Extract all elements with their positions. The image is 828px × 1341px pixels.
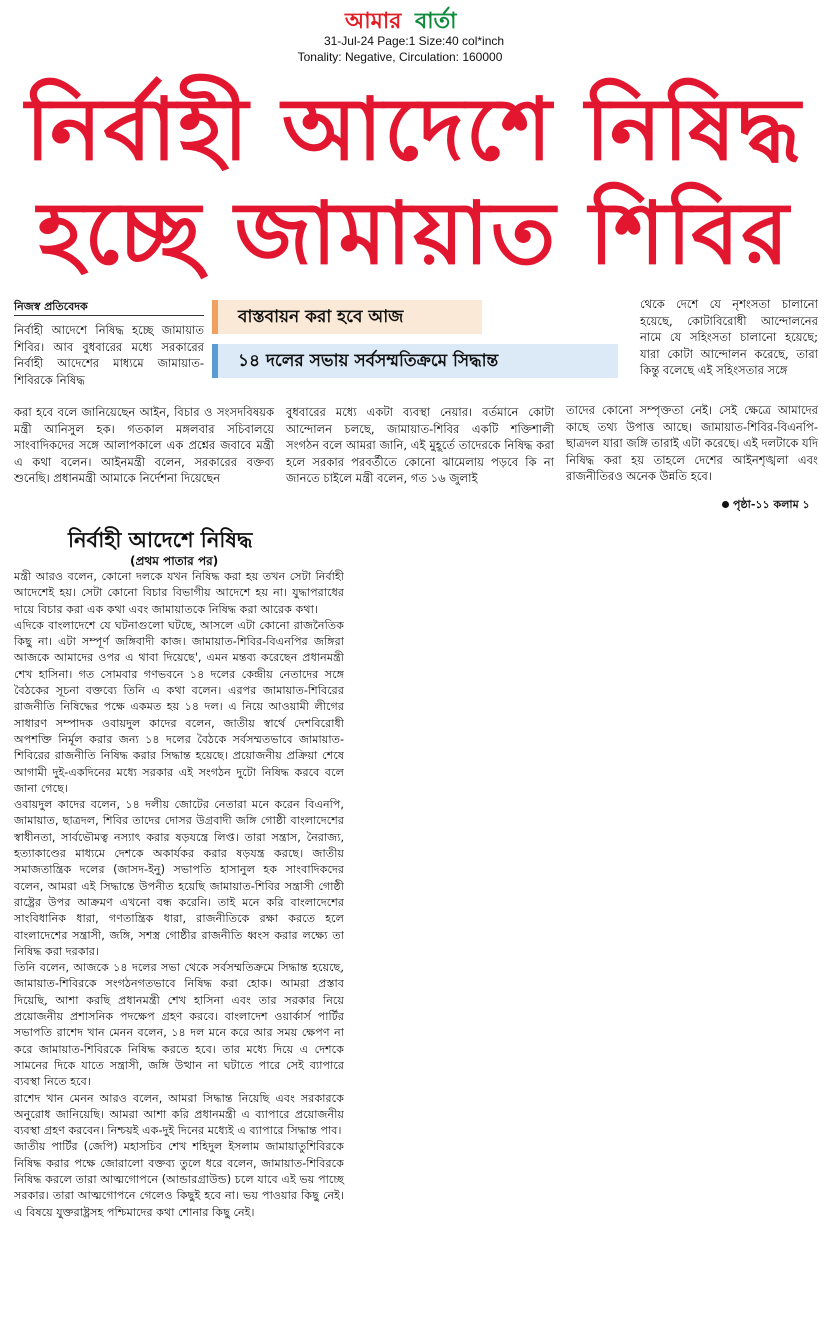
article-column-3: থেকে দেশে যে নৃশংসতা চালানো হয়েছে, কোটাবিরোধী আন্দোলনের নামে যে সহিংসতা চালানো হয়েছে; যারা কোটা আন্দোলন করেছে, তারা কিন্তু বলেছে এই সহিংসতার সঙ্গে [640, 297, 818, 378]
page-jump [722, 496, 810, 515]
article-column-1-continued: করা হবে বলে জানিয়েছেন আইন, বিচার ও সংসদবিষয়ক মন্ত্রী আনিসুল হক। গতকাল মঙ্গলবার সচিবালয়ে সাংবাদিকদের সঙ্গে আলাপকালে এক প্রশ্নের জবাবে মন্ত্রী এ কথা বলেন। আইনমন্ত্রী বলেন, সরকারের বক্তব্য শুনেছি। প্রধানমন্ত্রী আমাকে নির্দেশনা দিয়েছেন [14, 405, 274, 486]
article-column-2: বুধবারের মধ্যে একটা ব্যবস্থা নেয়ার। বর্তমানে কোটা আন্দোলন চলছে, জামায়াত-শিবির একটি শক্তিশালী সংগঠন বলে আমরা জানি, এই মুহূর্তে তাদেরকে নিষিদ্ধ করা হলে সরকার পরবর্তীতে কোনো ঝামেলায় পড়বে কি না জানতে চাইলে মন্ত্রী বলেন, গত ১৬ জুলাই [286, 405, 554, 486]
page-jump-text: পৃষ্ঠা-১১ কলাম ১ [733, 498, 810, 511]
continuation-paragraph: রাশেদ খান মেনন আরও বলেন, আমরা সিদ্ধান্ত নিয়েছি এবং সরকারকে অনুরোধ জানিয়েছি। আমরা আশা করি প্রধানমন্ত্রী এ ব্যাপারে প্রয়োজনীয় ব্যবস্থা গ্রহণ করবেন। নিশ্চয়ই এক-দুই দিনের মধ্যেই এ ব্যাপারে সিদ্ধান্ত পাব। [14, 1091, 344, 1138]
clip-meta-line: 31-Jul-24 Page:1 Size:40 col*inch [323, 34, 505, 48]
continuation-body [14, 569, 344, 1221]
continuation-title: নির্বাহী আদেশে নিষিদ্ধ [68, 528, 253, 552]
newspaper-logo [345, 4, 485, 32]
continuation-paragraph: জাতীয় পার্টির (জেপি) মহাসচিব শেখ শহিদুল ইসলাম জামায়াতুশিবিরকে নিষিদ্ধ করার পক্ষে জোরালো বক্তব্য তুলে ধরে বলেন, জামায়াত-শিবিরকে নিষিদ্ধ করলে তারা আত্মগোপনে (আন্ডারগ্রাউন্ড) চলে যাবে এই ভয় পাচ্ছে সরকার। তারা আত্মগোপনে গেলেও কিছুই হবে না। ভয় পাওয়ার কিছু নেই। এ বিষয়ে যুক্তরাষ্ট্রসহ পশ্চিমাদের কথা শোনার কিছু নেই। [14, 1140, 344, 1219]
bullet-icon [722, 501, 729, 508]
subhead-1: বাস্তবায়ন করা হবে আজ [212, 300, 482, 334]
continuation-paragraph: এদিকে বাংলাদেশে যে ঘটনাগুলো ঘটছে, আসলে এটা কোনো রাজনৈতিক কিছু না। এটা সম্পূর্ণ জঙ্গিবাদী কাজ। জামায়াত-শিবির-বিএনপির জঙ্গিরা আজকে আমাদের ওপর এ থাবা দিয়েছে', এমন মন্তব্য করেছেন প্রধানমন্ত্রী শেখ হাসিনা। গত সোমবার গণভবনে ১৪ দলের কেন্দ্রীয় নেতাদের সঙ্গে বৈঠকের সূচনা বক্তব্যে তিনি এ কথা বলেন। এরপর জামায়াত-শিবিরের রাজনীতি নিষিদ্ধের পক্ষে একমত হয় ১৪ দল। এ নিয়ে আওয়ামী লীগের সাধারণ সম্পাদক ওবায়দুল কাদের বলেন, জাতীয় স্বার্থে দেশবিরোধী অপশক্তি নির্মূল করার জন্য ১৪ দলের বৈঠকে সর্বসম্মতভাবে জামায়াত-শিবিরের রাজনীতি নিষিদ্ধ করার সিদ্ধান্ত হয়েছে। প্রয়োজনীয় প্রক্রিয়া শেষে আগামী দুই-একদিনের মধ্যে সরকার এই সংগঠন দুটো নিষিদ্ধ করবে বলে জানা গেছে। [14, 618, 344, 795]
article-column-1 [14, 322, 204, 388]
column-1-text: নির্বাহী আদেশে নিষিদ্ধ হচ্ছে জামায়াত শিবির। আব বুধবারের মধ্যে সরকারের নির্বাহী আদেশের মাধ্যমে জামায়াত-শিবিরকে নিষিদ্ধ [14, 323, 204, 387]
logo-word-amar: আমার [345, 9, 402, 34]
logo-word-barta: বার্তা [415, 9, 457, 34]
headline-line-2: হচ্ছে জামায়াত শিবির [37, 184, 791, 284]
clip-tonality-line: Tonality: Negative, Circulation: 160000 [297, 50, 503, 64]
byline: নিজস্ব প্রতিবেদক [14, 300, 88, 313]
continuation-subtitle: (প্রথম পাতার পর) [130, 554, 219, 568]
continuation-paragraph: ওবায়দুল কাদের বলেন, ১৪ দলীয় জোটের নেতারা মনে করেন বিএনপি, জামায়াত, ছাত্রদল, শিবির তাদের দোসর উগ্রবাদী জঙ্গি গোষ্ঠী বাংলাদেশের স্বাধীনতা, সার্বভৌমত্ব নস্যাৎ করার ষড়যন্ত্রে লিপ্ত। তারা সন্ত্রাস, নৈরাজ্য, হত্যাকাণ্ডের মাধ্যমে দেশকে অকার্যকর করার ষড়যন্ত্র করছে। জাতীয় সমাজতান্ত্রিক দলের (জাসদ-ইনু) সভাপতি হাসানুল হক সাংবাদিকদের বলেন, আমরা এই সিদ্ধান্তে উপনীত হয়েছি জামায়াত-শিবির সন্ত্রাসী গোষ্ঠী রাষ্ট্রের উপর আক্রমণ এখনো বন্ধ করেনি। তাই মনে করি বাংলাদেশের সাংবিধানিক ধারা, গণতান্ত্রিক ধারা, রাজনীতিকে রক্ষা করতে হলে বাংলাদেশের সন্ত্রাসী, জঙ্গি, সশস্ত্র গোষ্ঠীর রাজনীতি ধ্বংস করার লক্ষ্যে তা নিষিদ্ধ করা দরকার। [14, 798, 344, 958]
continuation-paragraph: তিনি বলেন, আজকে ১৪ দলের সভা থেকে সর্বসম্মতিক্রমে সিদ্ধান্ত হয়েছে, জামায়াত-শিবিরকে সংগঠনগতভাবে নিষিদ্ধ করা হোক। আমরা প্রস্তাব দিয়েছি, আশা করছি প্রধানমন্ত্রী শেখ হাসিনা এবং তার সরকার নিয়ে প্রয়োজনীয় প্রশাসনিক পদক্ষেপ গ্রহণ করবে। বাংলাদেশ ওয়ার্কার্স পার্টির সভাপতি রাশেদ খান মেনন বলেন, ১৪ দল মনে করে আর সময় ক্ষেপণ না করে জামায়াত-শিবিরকে নিষিদ্ধ করতে হবে। তার মধ্যে দিয়ে এ দেশকে সামনের দিকে যাতে সন্ত্রাসী, জঙ্গি উত্থান না ঘটাতে পারে সেই ব্যাপারে ব্যবস্থা নিতে হবে। [14, 961, 344, 1089]
continuation-paragraph: মন্ত্রী আরও বলেন, কোনো দলকে যখন নিষিদ্ধ করা হয় তখন সেটা নির্বাহী আদেশেই হয়। সেটা কোনো বিচার বিভাগীয় আদেশে হয় না। যুদ্ধাপরাধের দায়ে বিচার করা এক কথা এবং জামায়াতকে নিষিদ্ধ করা আরেক কথা। [14, 570, 344, 616]
headline-line-1: নির্বাহী আদেশে নিষিদ্ধ [25, 80, 803, 180]
byline-rule [14, 315, 204, 316]
subhead-2: ১৪ দলের সভায় সর্বসম্মতিক্রমে সিদ্ধান্ত [212, 344, 618, 378]
article-column-3-continued: তাদের কোনো সম্পৃক্ততা নেই। সেই ক্ষেত্রে আমাদের কাছে তথ্য উপাত্ত আছে। জামায়াত-শিবির-বিএনপি-ছাত্রদল যারা জঙ্গি তারাই এটা করেছে। এই দলটাকে যদি নিষিদ্ধ করা হয় তাহলে দেশের আইনশৃঙ্খলা এবং রাজনীতিরও অনেক উন্নতি হবে। [566, 403, 818, 484]
